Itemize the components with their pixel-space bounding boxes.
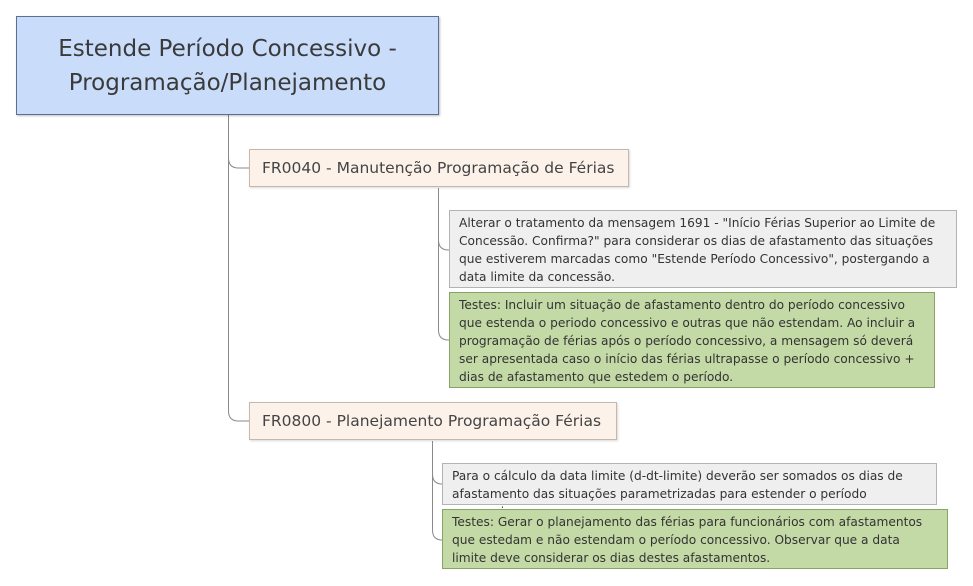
- topic-fr0800[interactable]: [249, 402, 617, 440]
- topic-fr0040-label: FR0040 - Manutenção Programação de Férias: [262, 159, 615, 177]
- note-fr0040-description[interactable]: [449, 210, 957, 288]
- note-fr0800-description[interactable]: [442, 463, 937, 505]
- root-topic-line1: Estende Período Concessivo -: [58, 35, 397, 62]
- connector-fr0040-to-description: [439, 240, 450, 250]
- root-topic[interactable]: [16, 16, 439, 115]
- connector-fr0800-to-description: [433, 474, 443, 484]
- connector-root-to-fr0800: [229, 115, 250, 421]
- topic-fr0040[interactable]: [249, 149, 629, 187]
- note-fr0800-tests-text: Testes: Gerar o planejamento das férias para funcionários com afastamentos que estedam e não estendam o período concessivo. Observar que a data limite deve considerar os dias destes afastamentos.: [452, 515, 923, 565]
- note-fr0800-tests[interactable]: [442, 509, 948, 569]
- connector-fr0040-to-tests: [439, 188, 450, 340]
- root-topic-line2: Programação/Planejamento: [68, 69, 387, 96]
- topic-fr0800-label: FR0800 - Planejamento Programação Férias: [262, 412, 602, 430]
- connector-fr0800-to-tests: [433, 441, 443, 540]
- note-fr0040-tests[interactable]: [449, 292, 935, 388]
- note-fr0040-description-text: Alterar o tratamento da mensagem 1691 - "Início Férias Superior ao Limite de Concessão. Confirma?" para considerar os dias de afastamento das situações que estiverem marcadas como "Estende Período Concessivo", postergando a data limite da concessão.: [459, 216, 936, 284]
- note-fr0800-description-text: Para o cálculo da data limite (d-dt-limite) deverão ser somados os dias de afastamento das situações parametrizadas para estender o período: [452, 469, 903, 501]
- note-fr0040-tests-text: Testes: Incluir um situação de afastamento dentro do período concessivo que estenda o periodo concessivo e outras que não estendam. Ao incluir a programação de férias após o período concessivo, a mensagem só deverá ser apresentada caso o início das férias ultrapasse o período concessivo + dias de afastamento que estedem o período.: [459, 298, 916, 384]
- connector-root-to-fr0040: [229, 158, 250, 168]
